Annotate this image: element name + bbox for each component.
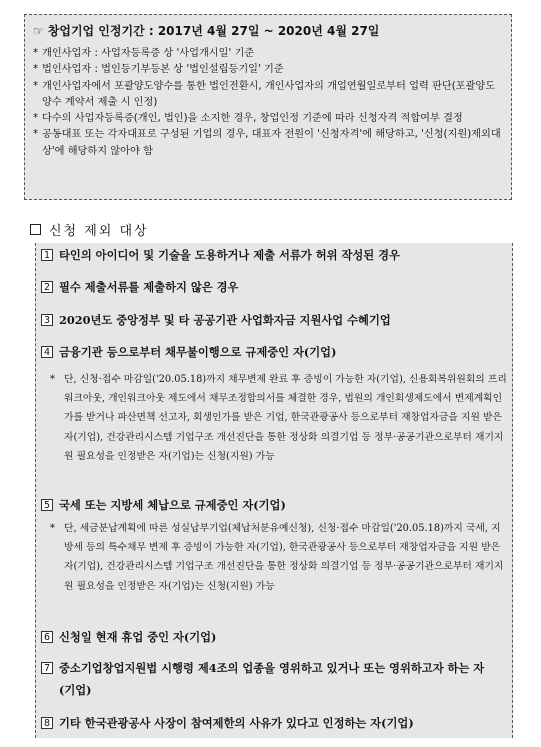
exclusion-text: 타인의 아이디어 및 기술을 도용하거나 제출 서류가 허위 작성된 경우 [59,248,400,262]
exclusion-text: 2020년도 중앙정부 및 타 공공기관 사업화자금 지원사업 수혜기업 [59,313,391,327]
exclusion-item-5 [41,497,286,514]
startup-period-notice [24,14,512,200]
notice-item-text: 공동대표 또는 각자대표로 구성된 기업의 경우, 대표자 전원이 '신청자격'에 해당하고, '신청(지원)제외대상'에 해당하지 않아야 함 [42,129,501,157]
asterisk-bullet-icon: * [33,129,39,141]
item-number-box: 4 [41,346,53,358]
exclusion-item-8 [41,715,414,732]
exclusion-item-6 [41,629,216,646]
exclusion-text: 필수 제출서류를 제출하지 않은 경우 [59,280,239,294]
exclusion-text: 신청일 현재 휴업 중인 자(기업) [59,630,217,644]
notice-title-text: 창업기업 인정기간 : 2017년 4월 27일 ~ 2020년 4월 27일 [47,24,380,38]
exclusion-note-5 [50,519,508,596]
exclusion-note-4 [50,370,508,466]
exclusion-item-7 [41,657,489,701]
notice-item [33,127,503,160]
exclusion-text: 국세 또는 지방세 체납으로 규제중인 자(기업) [59,498,286,512]
empty-square-icon [30,224,41,235]
notice-item [33,62,503,78]
exclusion-text: 기타 한국관광공사 사장이 참여제한의 사유가 있다고 인정하는 자(기업) [59,716,414,730]
item-number-box: 2 [41,281,53,293]
item-number-box: 5 [41,499,53,511]
asterisk-bullet-icon: * [33,113,39,125]
exclusion-item-4 [41,344,336,361]
item-number-box: 6 [41,631,53,643]
notice-item-text: 개인사업자에서 포괄양도양수를 통한 법인전환시, 개인사업자의 개업연월일로부터 업력 판단(포괄양도양수 계약서 제출 시 인정) [42,80,496,108]
notice-title [33,22,503,40]
exclusion-item-2 [41,279,238,296]
item-number-box: 8 [41,717,53,729]
notice-item-text: 다수의 사업자등록증(개인, 법인)을 소지한 경우, 창업인정 기준에 따라 신청자격 적합여부 결정 [42,113,463,125]
asterisk-bullet-icon: * [33,64,39,76]
pointing-hand-icon: ☞ [33,24,44,38]
notice-item [33,46,503,62]
notice-item [33,79,503,112]
item-number-box: 3 [41,314,53,326]
item-number-box: 1 [41,249,53,261]
exclusion-item-1 [41,247,400,264]
section-heading [30,220,149,239]
asterisk-bullet-icon: * [50,523,55,534]
exclusion-text: 금융기관 등으로부터 채무불이행으로 규제중인 자(기업) [59,345,337,359]
exclusion-item-3 [41,312,391,329]
notice-item-text: 법인사업자 : 법인등기부등본 상 '법인설립등기일' 기준 [42,64,284,76]
note-text: 단, 신청·접수 마감일('20.05.18)까지 채무변제 완료 후 증빙이 가능한 자(기업), 신용회복위원회의 프리워크아웃, 개인워크아웃 제도에서 채무조정합의서를 체결한 경우, 법원의 개인회생제도에서 변제계획인가를 받거나 파산면책 선고자, 회생인가를 받은 기업, 한국관광공사 등으로부터 재창업자금을 지원 받은 자(기업), 건강관리시스템 기업구조 개선진단을 통한 정상화 의결기업 등 정부·공공기관으로부터 재기지원 필요성을 인정받은 자(기업)는 신청(지원) 가능 [64,374,507,462]
asterisk-bullet-icon: * [33,80,39,92]
item-number-box: 7 [41,662,53,674]
notice-list [33,46,503,160]
notice-item-text: 개인사업자 : 사업자등록증 상 '사업개시일' 기준 [42,48,255,59]
section-title: 신청 제외 대상 [49,224,149,239]
asterisk-bullet-icon: * [33,48,39,59]
note-text: 단, 세금분납계획에 따른 성실납부기업(체납처분유예신청), 신청·접수 마감일('20.05.18)까지 국세, 지방세 등의 특수채무 변제 후 증빙이 가능한 자(기업), 한국관광공사 등으로부터 재창업자금을 지원 받은 자(기업), 건강관리시스템 기업구조 개선진단을 통한 정상화 의결기업 등 정부·공공기관으로부터 재기지원 필요성을 인정받은 자(기업)는 신청(지원) 가능 [64,523,504,592]
notice-item [33,111,503,127]
asterisk-bullet-icon: * [50,374,55,385]
exclusion-text: 중소기업창업지원법 시행령 제4조의 업종을 영위하고 있거나 또는 영위하고자 하는 자(기업) [59,661,485,697]
